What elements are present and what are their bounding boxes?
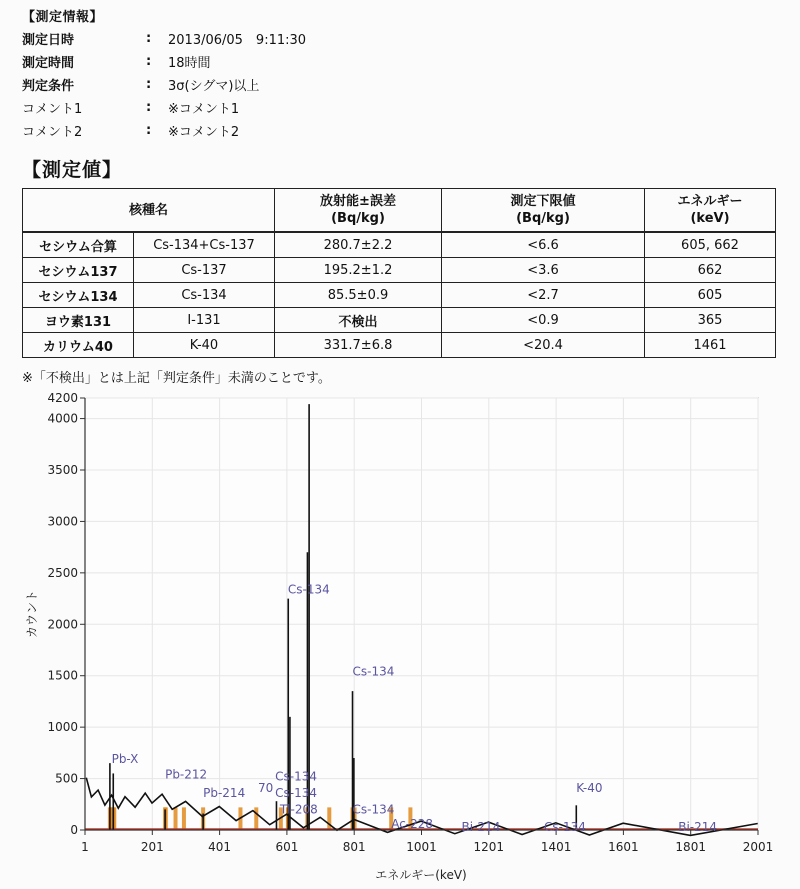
energy-value: 662 xyxy=(645,258,776,283)
nuclide-marker xyxy=(254,807,258,830)
activity-value: 195.2±1.2 xyxy=(275,258,442,283)
table-row xyxy=(23,333,776,358)
peak-label: Cs-134 xyxy=(352,664,395,679)
peak-label: Tl-208 xyxy=(279,802,318,817)
x-tick-label: 1801 xyxy=(675,840,706,854)
info-value: ※コメント1 xyxy=(168,102,240,117)
info-colon: : xyxy=(146,31,152,46)
nuclide-symbol: I-131 xyxy=(134,308,275,333)
peak-label: Cs-134 xyxy=(275,769,317,784)
nuclide-name: カリウム40 xyxy=(23,333,134,358)
header-energy-unit: (keV) xyxy=(690,211,730,226)
x-tick-label: 1601 xyxy=(608,840,639,854)
info-label: 測定時間 xyxy=(22,56,75,71)
energy-value: 1461 xyxy=(645,333,776,358)
activity-value: 不検出 xyxy=(275,308,442,333)
x-tick-label: 1401 xyxy=(540,840,572,854)
header-nuclide: 核種名 xyxy=(23,189,275,233)
x-tick-label: 401 xyxy=(208,840,232,854)
limit-value: <3.6 xyxy=(442,258,645,283)
info-label: 判定条件 xyxy=(22,79,75,94)
info-colon: : xyxy=(146,77,152,92)
y-tick-label: 3500 xyxy=(47,463,78,477)
nuclide-symbol: Cs-134+Cs-137 xyxy=(134,232,275,258)
info-table xyxy=(22,27,306,142)
info-colon: : xyxy=(146,123,152,138)
info-row-criteria xyxy=(22,73,306,96)
header-activity-label: 放射能±誤差 xyxy=(320,194,396,209)
y-tick-label: 3000 xyxy=(47,514,78,529)
info-row-duration xyxy=(22,50,306,73)
info-label: 測定日時 xyxy=(22,33,75,48)
header-activity xyxy=(275,189,442,233)
activity-value: 280.7±2.2 xyxy=(275,232,442,258)
table-row xyxy=(23,283,776,308)
nuclide-name: セシウム137 xyxy=(23,258,134,283)
y-tick-label: 1500 xyxy=(47,668,78,683)
y-tick-label: 4200 xyxy=(47,391,78,405)
table-row xyxy=(23,232,776,258)
header-limit xyxy=(442,189,645,233)
info-label: コメント2 xyxy=(22,125,83,140)
energy-value: 605, 662 xyxy=(645,232,776,258)
x-tick-label: 1201 xyxy=(473,840,505,854)
info-label: コメント1 xyxy=(22,102,83,117)
footnote: ※「不検出」とは上記「判定条件」未満のことです。 xyxy=(22,371,331,386)
limit-value: <2.7 xyxy=(442,283,645,308)
peak-label: Ac-228 xyxy=(391,816,434,831)
x-tick-label: 2001 xyxy=(742,840,774,854)
y-tick-label: 0 xyxy=(70,823,78,837)
table-header-row xyxy=(23,189,776,233)
header-limit-label: 測定下限値 xyxy=(510,194,576,209)
info-row-comment1 xyxy=(22,96,306,119)
peak-label: K-40 xyxy=(576,780,603,795)
info-colon: : xyxy=(146,100,152,115)
header-activity-unit: (Bq/kg) xyxy=(331,211,385,226)
x-tick-label: 201 xyxy=(140,840,164,854)
limit-value: <0.9 xyxy=(442,308,645,333)
y-axis-title: カウント xyxy=(25,589,39,639)
activity-value: 85.5±0.9 xyxy=(275,283,442,308)
table-row xyxy=(23,308,776,333)
x-tick-label: 601 xyxy=(275,840,299,854)
nuclide-name: セシウム134 xyxy=(23,283,134,308)
info-row-date xyxy=(22,27,306,50)
y-tick-label: 1000 xyxy=(47,720,78,735)
info-colon: : xyxy=(146,54,152,69)
peak-label: 70 xyxy=(257,780,274,795)
x-tick-label: 1001 xyxy=(406,840,437,854)
nuclide-marker xyxy=(182,807,186,830)
spectrum-chart xyxy=(0,388,800,889)
header-energy-label: エネルギー xyxy=(677,194,743,209)
nuclide-symbol: Cs-137 xyxy=(134,258,275,283)
peak-label: Cs-134 xyxy=(275,786,317,801)
limit-value: <20.4 xyxy=(442,333,645,358)
peak-label: Bi-214 xyxy=(461,820,501,835)
nuclide-marker xyxy=(174,807,178,830)
nuclide-name: ヨウ素131 xyxy=(23,308,134,333)
y-tick-label: 2000 xyxy=(47,617,78,632)
x-tick-label: 801 xyxy=(342,840,366,854)
info-value: ※コメント2 xyxy=(168,125,240,140)
header-limit-unit: (Bq/kg) xyxy=(516,211,570,226)
y-tick-label: 2500 xyxy=(47,565,78,580)
peak-label: Pb-212 xyxy=(165,767,208,782)
header-energy xyxy=(645,189,776,233)
y-tick-label: 4000 xyxy=(47,411,78,426)
activity-value: 331.7±6.8 xyxy=(275,333,442,358)
peak-label: Pb-214 xyxy=(203,786,246,801)
energy-value: 605 xyxy=(645,283,776,308)
info-value: 18時間 xyxy=(168,56,211,71)
nuclide-symbol: K-40 xyxy=(134,333,275,358)
energy-value: 365 xyxy=(645,308,776,333)
peak-label: Cs-134 xyxy=(287,582,330,597)
x-tick-label: 1 xyxy=(81,840,89,854)
nuclide-symbol: Cs-134 xyxy=(134,283,275,308)
peak-label: Bi-214 xyxy=(678,820,718,835)
info-value: 2013/06/05 9:11:30 xyxy=(168,33,307,48)
table-row xyxy=(23,258,776,283)
peak-label: Pb-X xyxy=(111,752,139,767)
y-tick-label: 500 xyxy=(55,771,78,786)
info-value: 3σ(シグマ)以上 xyxy=(168,79,260,94)
peak-label: Cs-134 xyxy=(352,802,395,817)
measurement-title: 【測定値】 xyxy=(22,159,123,181)
nuclide-marker xyxy=(327,807,331,830)
peak-label: Cs-134 xyxy=(543,820,586,835)
nuclide-name: セシウム合算 xyxy=(23,232,134,258)
measurement-table xyxy=(22,188,776,358)
limit-value: <6.6 xyxy=(442,232,645,258)
x-axis-title: エネルギー(keV) xyxy=(375,868,467,882)
info-row-comment2 xyxy=(22,119,306,142)
info-header: 【測定情報】 xyxy=(22,10,104,25)
